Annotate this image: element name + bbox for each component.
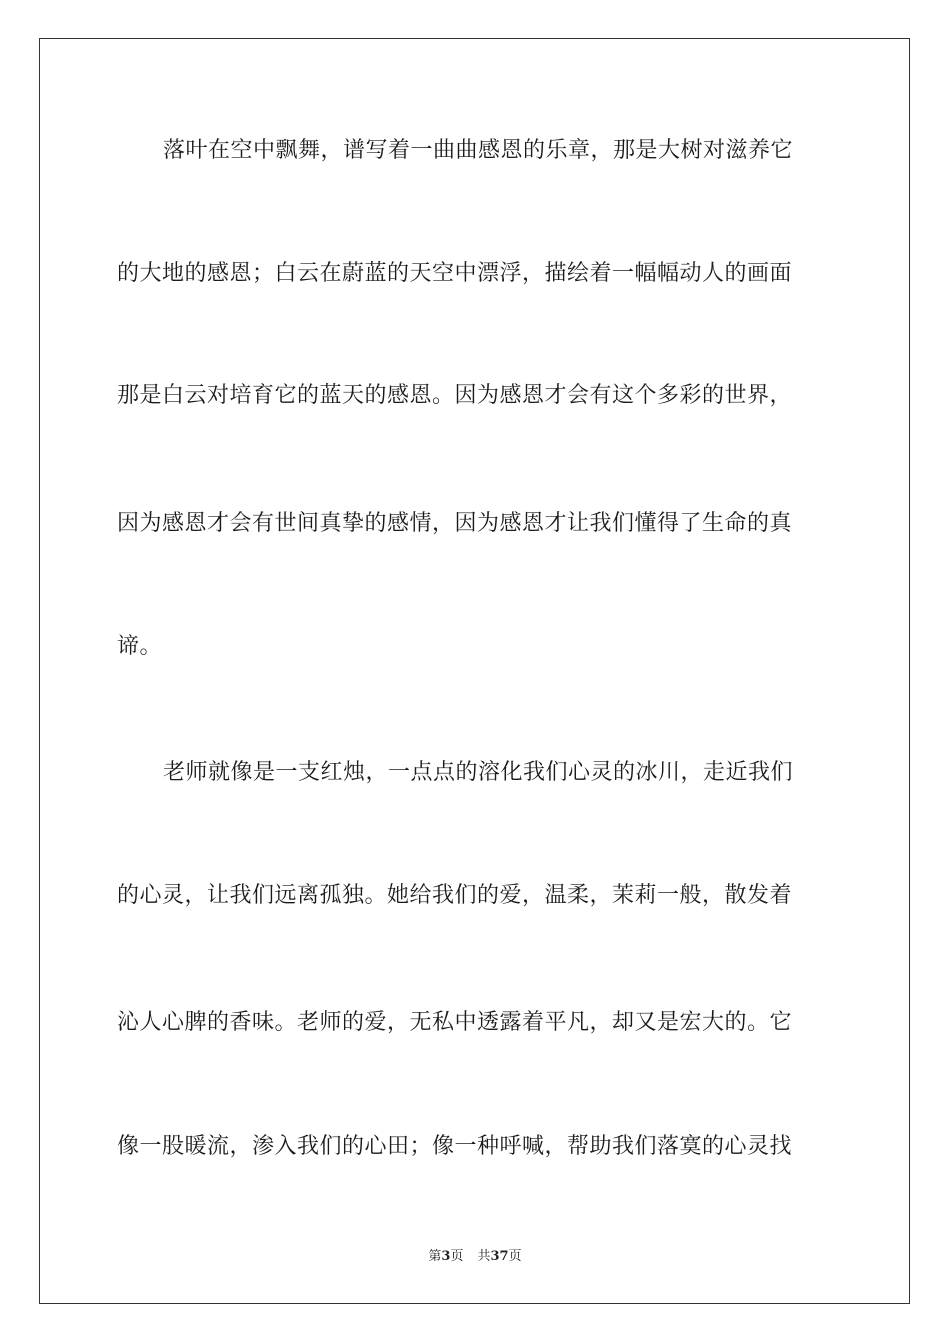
- total-prefix: 共: [477, 1249, 491, 1264]
- total-suffix: 页: [508, 1249, 522, 1264]
- text-line-4: 因为感恩才会有世间真挚的感情，因为感恩才让我们懂得了生命的真: [117, 511, 793, 536]
- text-line-8: 沁人心脾的香味。老师的爱，无私中透露着平凡，却又是宏大的。它: [117, 1010, 793, 1035]
- text-line-7: 的心灵，让我们远离孤独。她给我们的爱，温柔，茉莉一般，散发着: [117, 883, 793, 908]
- page-number: 3: [441, 1249, 451, 1264]
- text-line-3: 那是白云对培育它的蓝天的感恩。因为感恩才会有这个多彩的世界，: [117, 383, 793, 408]
- page-suffix: 页: [450, 1249, 464, 1264]
- page-prefix: 第: [428, 1249, 442, 1264]
- text-line-5: 谛。: [117, 634, 163, 659]
- text-line-9: 像一股暖流，渗入我们的心田；像一种呼喊，帮助我们落寞的心灵找: [117, 1134, 793, 1159]
- text-line-6: 老师就像是一支红烛，一点点的溶化我们心灵的冰川，走近我们: [163, 760, 794, 785]
- text-line-2: 的大地的感恩；白云在蔚蓝的天空中漂浮，描绘着一幅幅动人的画面: [117, 261, 793, 286]
- total-pages: 37: [490, 1249, 509, 1264]
- page-border: [39, 38, 910, 1304]
- text-line-1: 落叶在空中飘舞，谱写着一曲曲感恩的乐章，那是大树对滋养它: [163, 138, 794, 163]
- page-footer: [0, 1248, 950, 1266]
